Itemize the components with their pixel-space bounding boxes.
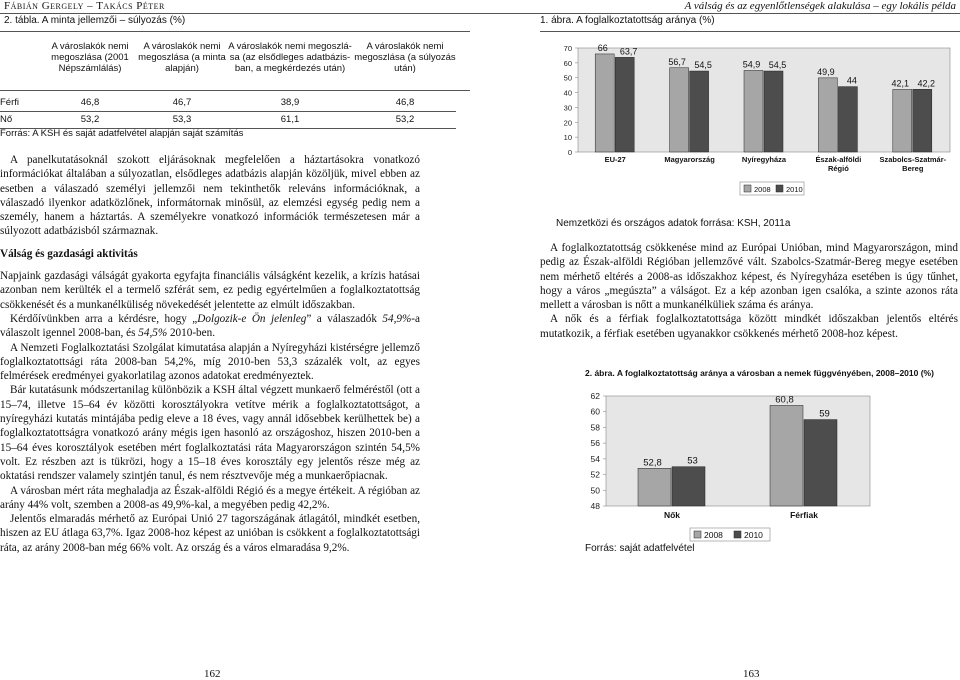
data-label: 42,2 (917, 78, 936, 89)
running-head-title: A válság és az egyenlőtlenségek alakulása – egy lokális példa (684, 0, 956, 12)
bar-2008 (744, 70, 763, 152)
data-label: 63,7 (619, 46, 638, 57)
category-label: Nyíregyháza (741, 155, 787, 164)
bar-2010 (804, 420, 837, 506)
bar-2010 (672, 467, 705, 506)
table-source: Forrás: A KSH és saját adatfelvétel alapján saját számítás (0, 128, 244, 139)
left-column-text (0, 153, 420, 555)
figure2-title: 2. ábra. A foglalkoztatottság aránya a városban a nemek függvényében, 2008–2010 (%) (585, 368, 934, 378)
data-label: 56,7 (668, 56, 686, 67)
figure1-title: 1. ábra. A foglalkoztatottság aránya (%) (540, 15, 715, 26)
table-header-cell: A városlakók nemi megoszlása (a súlyozás után) (354, 41, 456, 74)
table-caption: 2. tábla. A minta jellemzői – súlyozás (%) (4, 15, 186, 26)
running-head-authors: Fábián Gergely – Takács Péter (4, 0, 165, 12)
data-label: 54,5 (768, 60, 787, 71)
employment-rate-chart (540, 36, 960, 208)
legend-label: 2010 (744, 530, 763, 540)
table-cell: 53,2 (80, 114, 100, 125)
data-label: 53 (687, 455, 698, 467)
table-row-label: Férfi (0, 96, 19, 108)
table-row (0, 111, 456, 128)
section-heading: Válság és gazdasági aktivitás (0, 247, 138, 260)
header-rule (0, 13, 960, 14)
page-number-right: 163 (743, 668, 760, 680)
table-header-cell: A városlakók nemi megoszlása (2001 Népszámlálás) (51, 41, 129, 74)
bar-2008 (770, 405, 803, 506)
table-header-cell: A városlakók nemi megoszlása (az elsődleges adatbázisban, a megkérdezés után) (228, 41, 352, 74)
bar-2008 (638, 468, 671, 506)
paragraph: A Nemzeti Foglalkoztatási Szolgálat kimutatása alapján a Nyíregyházi kistérségre jellemző foglalkoztatottsági ráta 2008-ban 54,2%, míg 2010-ben 53,3 százalék volt, az egyes felmérések eredményei gyakorlatilag azonos adatokat eredményeztek. (0, 341, 420, 383)
bar-2008 (595, 54, 614, 152)
y-tick-label: 48 (590, 501, 600, 511)
paragraph: Napjaink gazdasági válságát gyakorta egyfajta financiális válságként kezelik, a krízis hatásai azonban nem kerülték el a termelő szférát sem, ez pedig egyértelműen a foglalkoztatottság csökkenését és a munkanélküliség növekedését jelentette az elmúlt időszakban. (0, 270, 420, 311)
gender-employment-chart (570, 380, 890, 544)
data-label: 52,8 (643, 457, 662, 469)
category-label: Nők (663, 510, 681, 520)
bar-2010 (615, 57, 634, 152)
table-cell: 46,8 (395, 96, 415, 108)
y-tick-label: 40 (563, 88, 572, 98)
page-number-left: 162 (204, 668, 221, 680)
data-label: 60,8 (775, 394, 794, 406)
figure1-source: Nemzetközi és országos adatok forrása: KSH, 2011a (556, 218, 791, 229)
table-header-cell: A városlakók nemi megoszlása (a minta alapján) (138, 41, 226, 74)
legend-label: 2008 (704, 530, 723, 540)
data-label: 49,9 (817, 66, 835, 77)
paragraph: Jelentős elmaradás mérhető az Európai Unió 27 tagországának átlagától, mindkét esetben, hiszen az EU átlaga 63,7%. Igaz 2008-hoz képest az unióban is csökkent a foglalkoztatottsági ráta, az arány 2008-ban még 66% volt. Az ország és a város elmaradása 9,2%. (0, 513, 420, 554)
y-tick-label: 50 (563, 73, 572, 83)
y-tick-label: 62 (590, 391, 600, 401)
table-top-rule (0, 31, 470, 32)
legend-swatch-2010 (734, 531, 741, 538)
y-tick-label: 70 (563, 44, 572, 53)
bar-2010 (913, 89, 932, 152)
bar-2010 (764, 71, 783, 152)
y-tick-label: 58 (590, 422, 600, 433)
sample-table (0, 41, 456, 91)
bar-2008 (670, 68, 689, 152)
y-tick-label: 30 (563, 103, 572, 113)
paragraph: Kérdőívünkben arra a kérdésre, hogy „Dolgozik-e Ön jelenleg” a válaszadók 54,9%-a válaszolt igennel 2008-ban, és 54,5% 2010-ben. (0, 312, 420, 340)
legend-swatch-2008 (694, 531, 701, 538)
paragraph: A panelkutatásoknál szokott eljárásoknak megfelelően a háztartásokra vonatkozó információkat általában a súlyozatlan, elsődleges adatbázis alapján közöljük, mivel ebben az esetben a válaszadó személyi jellemzői nem tekinthetők releváns információknak, a válaszadó ilyenkor adatközlőnek, informátornak minősül, az elemzési egység pedig nem a személy, hanem a háztartás. A személyekre vonatkozó információk természetesen már a súlyozott adatbázisból származnak. (0, 154, 420, 238)
category-label: Szabolcs-Szatmár- (879, 155, 947, 164)
paragraph: Bár kutatásunk módszertanilag különbözik a KSH által végzett munkaerő felméréstől (ott a 15–74, illetve 15–64 év közötti korosztályokra vetítve mérik a foglalkoztatottságot, a nyíregyházi kutatás mintájába pedig eleve a 18 éves, vagy annál idősebbek kerülhettek be) a foglalkoztatottságra vonatkozó arány mégis igen hasonló az országoshoz, hiszen 2010-ben a 15–64 éves korosztályok esetében mért foglalkoztatási ráta Magyarországon szintén 54,5% volt. Ez részben azt is tükrözi, hogy a 15–18 éves korosztály egy jelentős része még az oktatási rendszer valamely szintjén tanul, és nem résztvevője még a munkaerőpiacnak. (0, 384, 420, 483)
bar-2008 (893, 89, 912, 152)
figure2-source: Forrás: saját adatfelvétel (585, 543, 695, 554)
table-header-row (0, 41, 456, 91)
table-cell: 61,1 (280, 114, 300, 125)
legend-swatch-2010 (776, 185, 783, 192)
category-label: Magyarország (664, 155, 715, 164)
legend-label: 2010 (786, 185, 803, 194)
table-header-rule (0, 90, 470, 91)
bar-2010 (690, 71, 709, 152)
y-tick-label: 50 (590, 485, 600, 496)
category-label: Bereg (902, 164, 924, 173)
y-tick-label: 60 (590, 406, 600, 417)
table-cell: 38,9 (280, 96, 300, 108)
table-row (0, 94, 456, 111)
figure1-top-rule (540, 31, 960, 32)
data-label: 54,5 (694, 60, 712, 71)
data-label: 44 (846, 75, 857, 86)
paragraph: A foglalkoztatottság csökkenése mind az Európai Unióban, mind Magyarországon, mind pedig az Észak-alföldi Régióban jellemzővé vált. Szabolcs-Szatmár-Bereg megye esetében nem mérhető eltérés a 2008-as időszakhoz képest, és Nyíregyháza esetében is úgy tűnhet, hogy a város „megúszta” a válságot. Ez a kép azonban igen csalóka, a szinte azonos ráta mellett a városban is nőtt a munkanélküliek száma és aránya. (540, 242, 958, 312)
table-cell: 53,3 (172, 114, 192, 125)
y-tick-label: 54 (590, 453, 600, 464)
y-tick-label: 10 (563, 133, 572, 143)
y-tick-label: 20 (563, 118, 572, 128)
y-tick-label: 60 (563, 58, 572, 68)
paragraph: A városban mért ráta meghaladja az Észak-alföldi Régió és a megye értékeit. A régióban az arány 44% volt, szemben a 2008-as 49,9%-kal, a megyében pedig 42,2%. (0, 484, 420, 511)
category-label: EU-27 (604, 155, 626, 164)
data-label: 42,1 (891, 78, 910, 89)
table-cell: 46,8 (80, 96, 100, 108)
category-label: Észak-alföldi (815, 155, 862, 164)
bar-2010 (838, 87, 857, 152)
legend-label: 2008 (754, 185, 771, 194)
sample-table-body (0, 94, 456, 129)
category-label: Régió (827, 164, 849, 173)
category-label: Férfiak (790, 510, 818, 520)
data-label: 66 (597, 42, 608, 53)
data-label: 54,9 (742, 59, 761, 70)
bar-2008 (818, 78, 837, 152)
y-tick-label: 56 (590, 438, 600, 449)
table-cell: 53,2 (395, 114, 415, 125)
y-tick-label: 52 (590, 469, 600, 480)
legend-swatch-2008 (744, 185, 751, 192)
data-label: 59 (819, 408, 830, 420)
y-tick-label: 0 (567, 148, 572, 157)
paragraph: A nők és a férfiak foglalkoztatottsága között mindkét időszakban jelentős eltérés mutatkozik, a férfiak esetében ugyanakkor csökkenés mérhető 2008-hoz képest. (540, 313, 958, 340)
table-row-label: Nő (0, 114, 13, 125)
table-cell: 46,7 (172, 96, 192, 108)
right-column-text (540, 241, 958, 341)
